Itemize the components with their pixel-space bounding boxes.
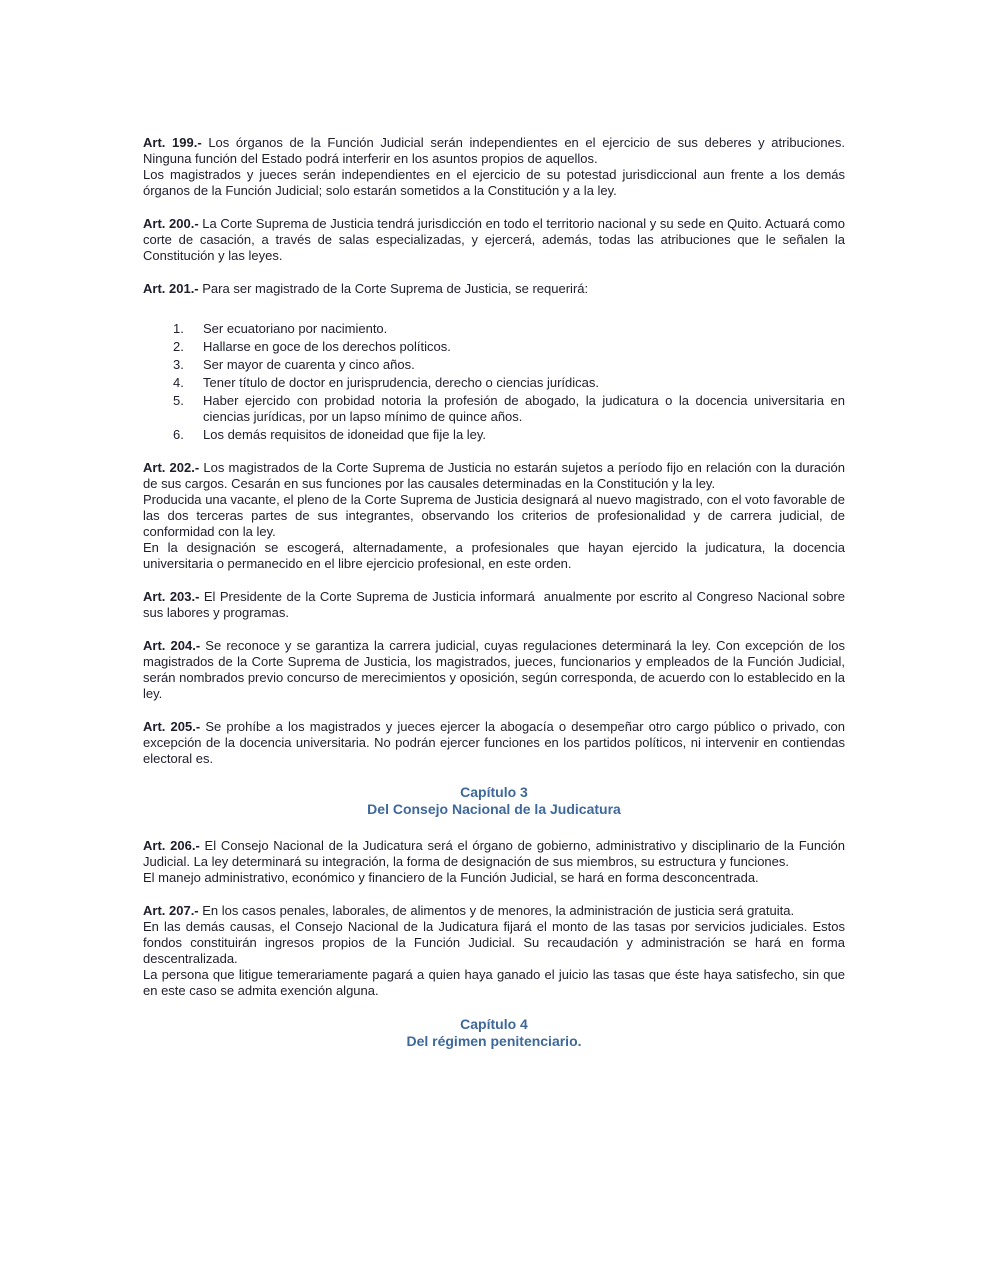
article-label: Art. 202.- [143,460,200,475]
list-item [173,427,845,443]
article-label: Art. 206.- [143,838,200,853]
list-item-text: Ser ecuatoriano por nacimiento. [203,321,388,336]
article-203 [143,589,845,621]
article-200 [143,216,845,264]
paragraph [143,281,845,297]
paragraph [143,838,845,870]
requirements-list [143,321,845,443]
list-item-text: Tener título de doctor en jurisprudencia, derecho o ciencias jurídicas. [203,375,599,390]
article-text: Para ser magistrado de la Corte Suprema de Justicia, se requerirá: [202,281,589,296]
list-item-text: Hallarse en goce de los derechos políticos. [203,339,451,354]
chapter-title: Capítulo 3 [460,784,528,800]
list-item-number: 3. [173,357,184,372]
article-text: En los casos penales, laborales, de alimentos y de menores, la administración de justicia será gratuita. [202,903,795,918]
article-text: El Consejo Nacional de la Judicatura será el órgano de gobierno, administrativo y disciplinario de la Función Judicial. La ley determinará su integración, la forma de designación de sus miembros, su estructura y funciones. [143,838,845,869]
paragraph [143,216,845,264]
paragraph [143,460,845,492]
article-label: Art. 207.- [143,903,199,918]
article-206 [143,838,845,886]
article-text: Se prohíbe a los magistrados y jueces ejercer la abogacía o desempeñar otro cargo público o privado, con excepción de la docencia universitaria. No podrán ejercer funciones en los partidos políticos, ni intervenir en contiendas electoral es. [143,719,845,766]
list-item-number: 4. [173,375,184,390]
chapter-subtitle: Del Consejo Nacional de la Judicatura [367,801,621,817]
article-199 [143,135,845,199]
article-204 [143,638,845,702]
paragraph: En las demás causas, el Consejo Nacional de la Judicatura fijará el monto de las tasas por servicios judiciales. Estos fondos constituirán ingresos propios de la Función Judicial. Su recaudación y administración se hará en forma descentralizada. [143,919,845,966]
list-item [173,393,845,425]
article-202 [143,460,845,572]
article-label: Art. 200.- [143,216,199,231]
list-item [173,339,845,355]
article-text: El Presidente de la Corte Suprema de Justicia informará anualmente por escrito al Congreso Nacional sobre sus labores y programas. [143,589,845,620]
article-201 [143,281,845,443]
article-text: La Corte Suprema de Justicia tendrá jurisdicción en todo el territorio nacional y su sede en Quito. Actuará como corte de casación, a través de salas especializadas, y ejercerá, además, todas las atribuciones que le señalen la Constitución y las leyes. [143,216,845,263]
list-item [173,357,845,373]
paragraph: Producida una vacante, el pleno de la Corte Suprema de Justicia designará al nuevo magistrado, con el voto favorable de las dos terceras partes de sus integrantes, observando los criterios de profesionalidad y de carrera judicial, de conformidad con la ley. [143,492,845,539]
list-item-number: 5. [173,393,184,408]
list-item [173,375,845,391]
article-label: Art. 199.- [143,135,202,150]
paragraph: Los magistrados y jueces serán independientes en el ejercicio de su potestad jurisdiccional aun frente a los demás órganos de la Función Judicial; solo estarán sometidos a la Constitución y a la ley. [143,167,845,198]
chapter-heading-3 [143,784,845,818]
paragraph: El manejo administrativo, económico y financiero de la Función Judicial, se hará en forma desconcentrada. [143,870,759,885]
list-item-number: 6. [173,427,184,442]
list-item-text: Haber ejercido con probidad notoria la profesión de abogado, la judicatura o la docencia universitaria en ciencias jurídicas, por un lapso mínimo de quince años. [203,393,845,424]
article-label: Art. 205.- [143,719,201,734]
paragraph: En la designación se escogerá, alternadamente, a profesionales que hayan ejercido la judicatura, la docencia universitaria o permanecido en el libre ejercicio profesional, en este orden. [143,540,845,571]
article-label: Art. 203.- [143,589,200,604]
list-item-text: Los demás requisitos de idoneidad que fije la ley. [203,427,487,442]
article-207 [143,903,845,999]
chapter-subtitle: Del régimen penitenciario. [406,1033,582,1049]
paragraph [143,719,845,767]
article-label: Art. 201.- [143,281,199,296]
article-text: Los órganos de la Función Judicial serán independientes en el ejercicio de sus deberes y atribuciones. Ninguna función del Estado podrá interferir en los asuntos propios de aquellos. [143,135,845,166]
paragraph: La persona que litigue temerariamente pagará a quien haya ganado el juicio las tasas que éste haya satisfecho, sin que en este caso se admita exención alguna. [143,967,845,998]
paragraph [143,903,845,919]
list-item [173,321,845,337]
article-205 [143,719,845,767]
chapter-heading-4 [143,1016,845,1050]
article-text: Se reconoce y se garantiza la carrera judicial, cuyas regulaciones determinará la ley. Con excepción de los magistrados de la Corte Suprema de Justicia, los magistrados, jueces, funcionarios y empleados de la Función Judicial, serán nombrados previo concurso de merecimientos y oposición, según corresponda, de acuerdo con lo establecido en la ley. [143,638,845,701]
list-item-text: Ser mayor de cuarenta y cinco años. [203,357,415,372]
article-label: Art. 204.- [143,638,201,653]
paragraph [143,135,845,167]
list-item-number: 2. [173,339,184,354]
article-text: Los magistrados de la Corte Suprema de Justicia no estarán sujetos a período fijo en relación con la duración de sus cargos. Cesarán en sus funciones por las causales determinadas en la Constitución y la ley. [143,460,845,491]
paragraph [143,638,845,702]
chapter-title: Capítulo 4 [460,1016,528,1032]
paragraph [143,589,845,621]
list-item-number: 1. [173,321,184,336]
